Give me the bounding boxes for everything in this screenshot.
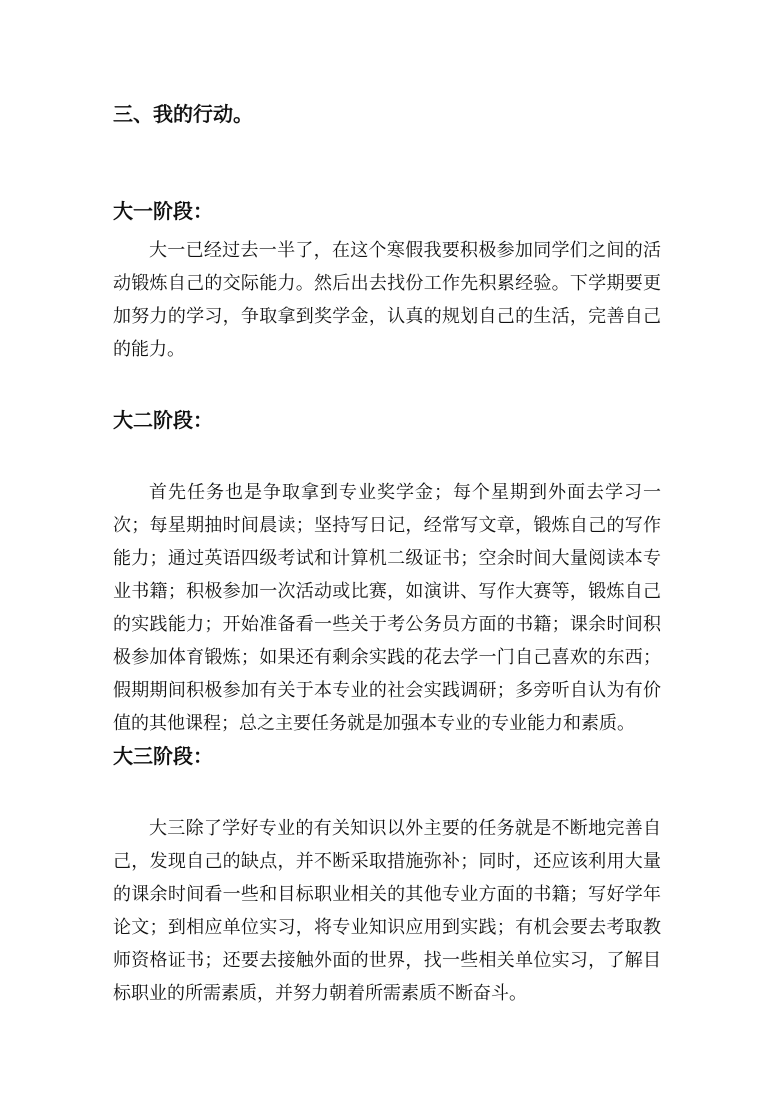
stage-body-year3: 大三除了学好专业的有关知识以外主要的任务就是不断地完善自己，发现自己的缺点，并不断采取措施弥补；同时，还应该利用大量的课余时间看一些和目标职业相关的其他专业方面的书籍；写好学年论文；到相应单位实习，将专业知识应用到实践；有机会要去考取教师资格证书；还要去接触外面的世界，找一些相关单位实习，了解目标职业的所需素质，并努力朝着所需素质不断奋斗。 — [113, 818, 661, 1004]
stage-title-year2: 大二阶段： — [113, 408, 213, 432]
section-heading: 三、我的行动。 — [113, 102, 253, 126]
stage-body-year2: 首先任务也是争取拿到专业奖学金；每个星期到外面去学习一次；每星期抽时间晨读；坚持写日记，经常写文章，锻炼自己的写作能力；通过英语四级考试和计算机二级证书；空余时间大量阅读本专业书籍；积极参加一次活动或比赛，如演讲、写作大赛等，锻炼自己的实践能力；开始准备看一些关于考公务员方面的书籍；课余时间积极参加体育锻炼；如果还有剩余实践的花去学一门自己喜欢的东西；假期期间积极参加有关于本专业的社会实践调研；多旁听自认为有价值的其他课程；总之主要任务就是加强本专业的专业能力和素质。 — [113, 482, 661, 734]
stage-title-year3: 大三阶段： — [113, 744, 213, 768]
stage-title-year1: 大一阶段： — [113, 199, 213, 223]
stage-body-year1: 大一已经过去一半了，在这个寒假我要积极参加同学们之间的活动锻炼自己的交际能力。然后出去找份工作先积累经验。下学期要更加努力的学习，争取拿到奖学金，认真的规划自己的生活，完善自己的能力。 — [113, 240, 661, 360]
